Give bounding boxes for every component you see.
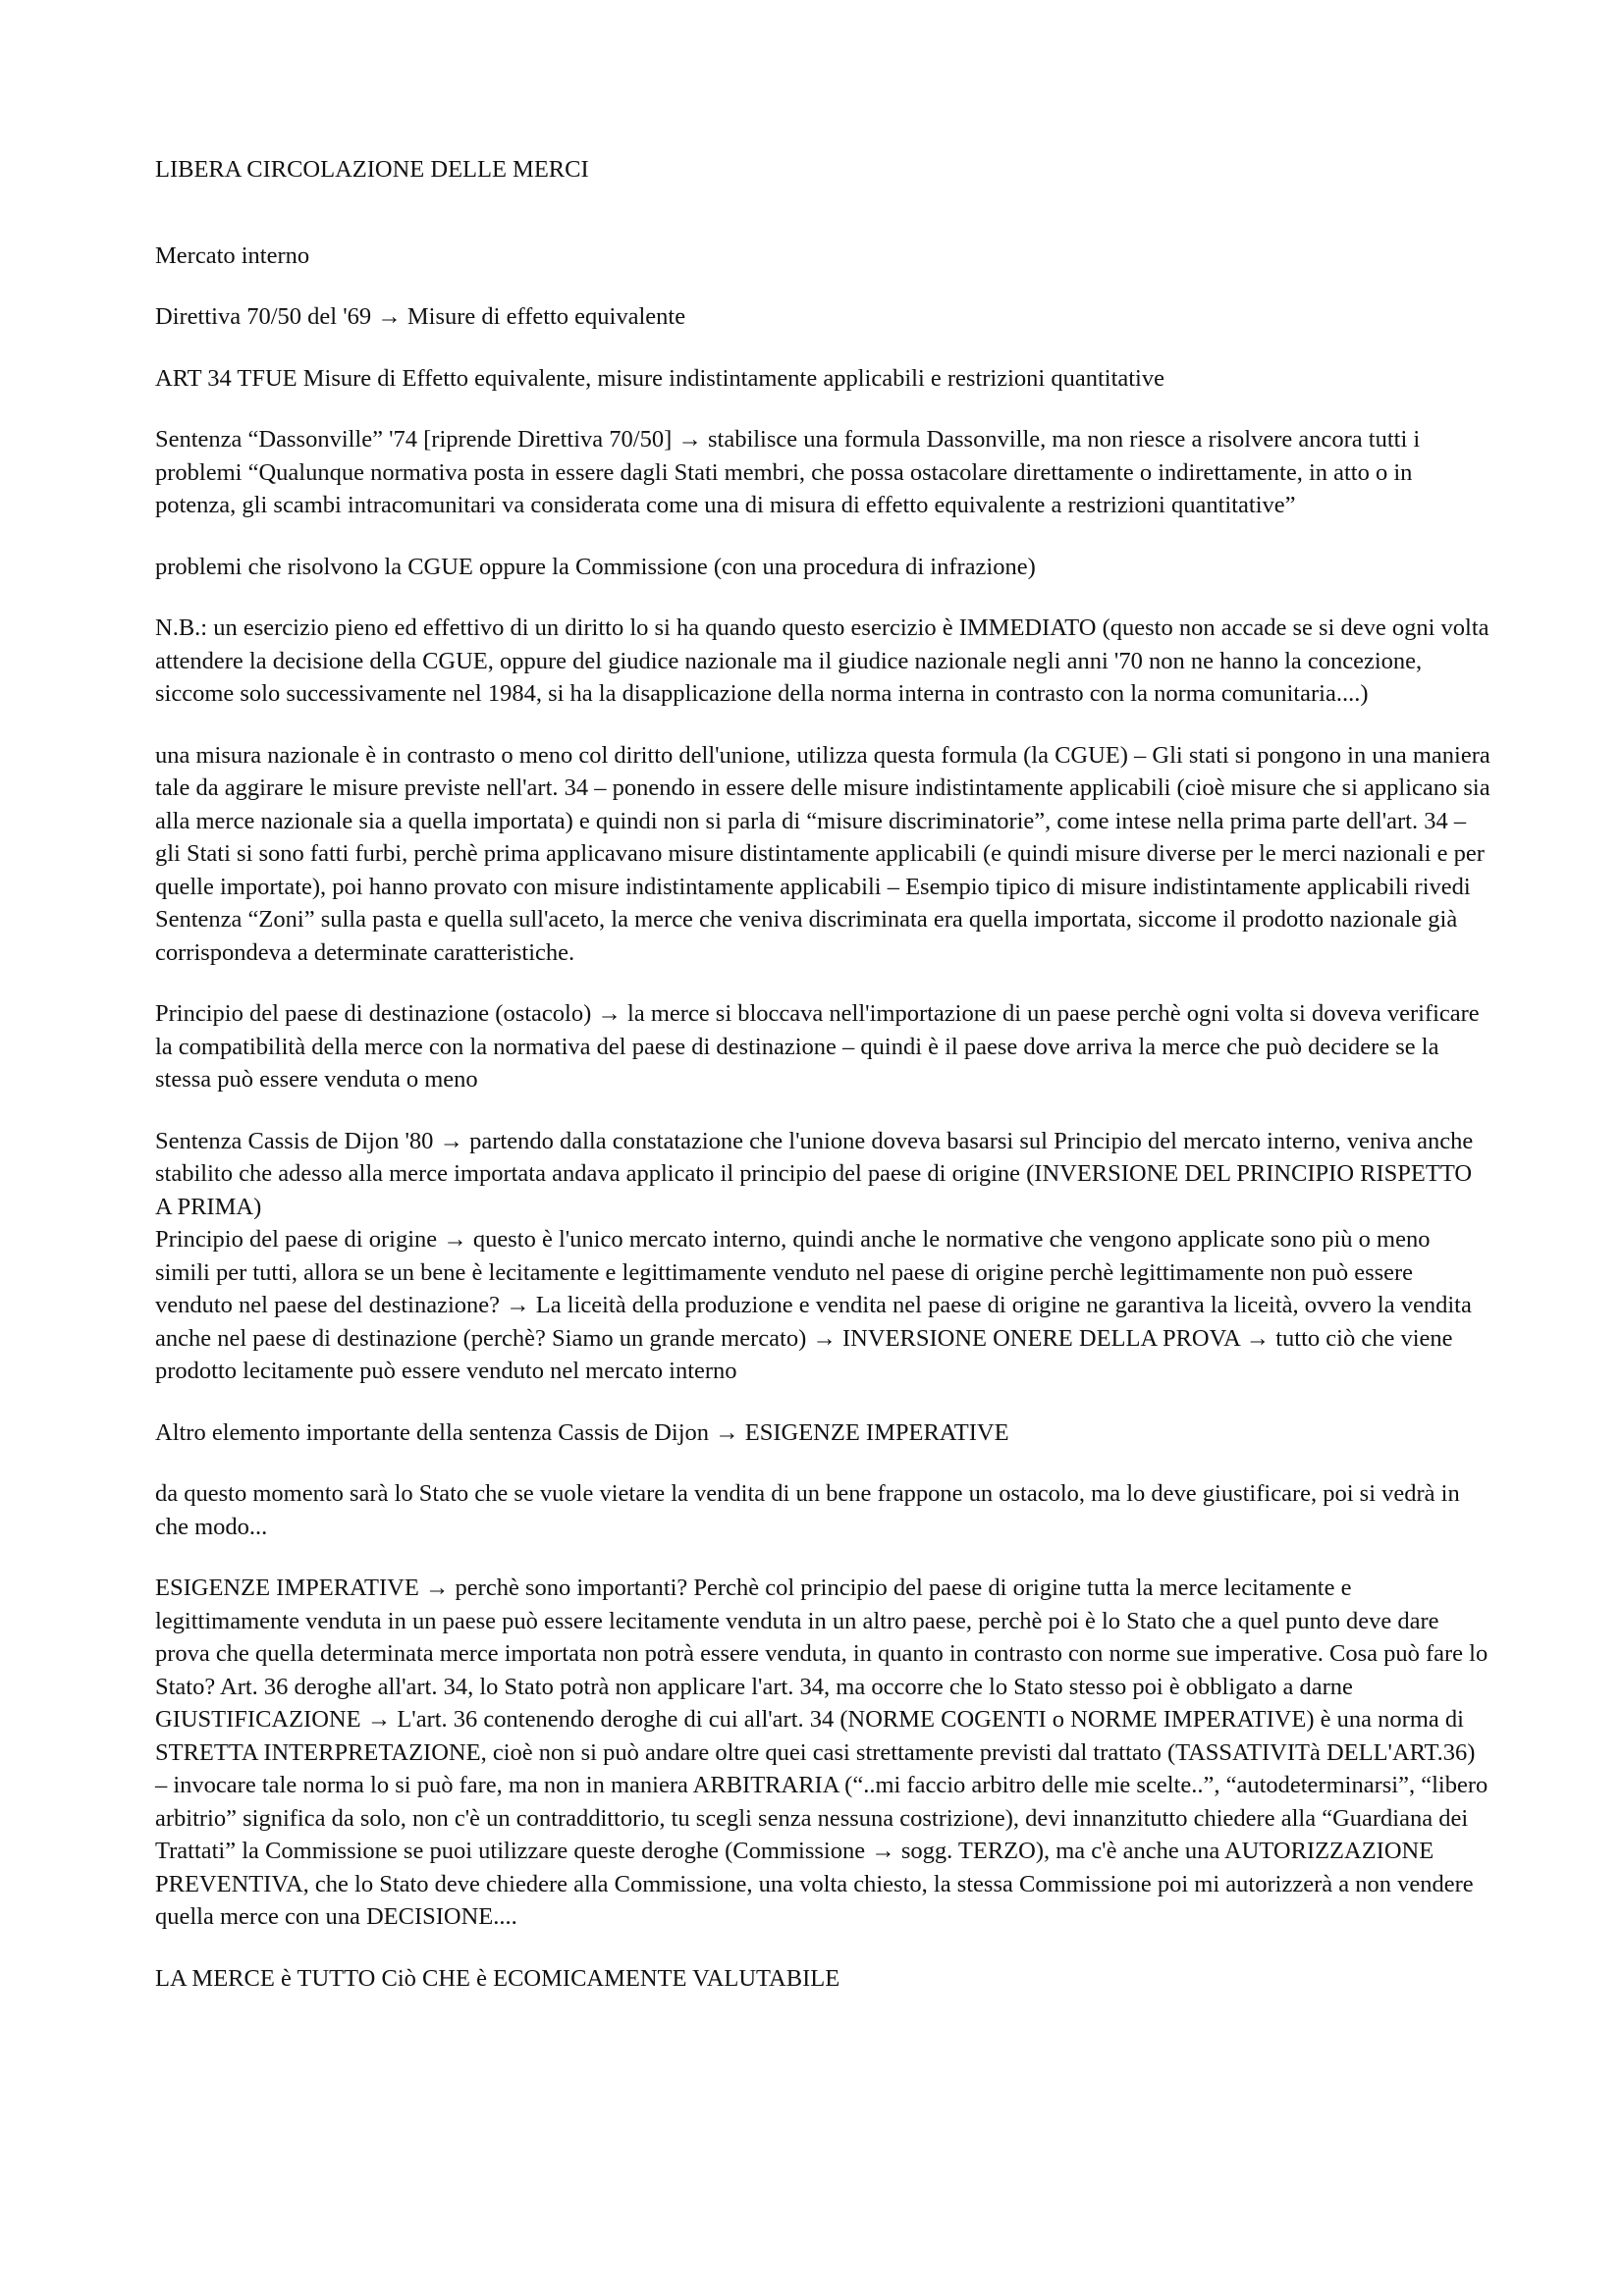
paragraph-paese-origine: Principio del paese di origine → questo è l'unico mercato interno, quindi anche le normative che vengono applicate sono più o meno simili per tutti, allora se un bene è lecitamente e legittimamente venduto nel paese di origine perchè legittimamente non può essere venduto nel paese del destinazione? → La liceità della produzione e vendita nel paese di origine ne garantiva la liceità, ovvero la vendita anche nel paese di destinazione (perchè? Siamo un grande mercato) → INVERSIONE ONERE DELLA PROVA → tutto ciò che viene prodotto lecitamente può essere venduto nel mercato interno bbox=[155, 1226, 1472, 1384]
paragraph-misura-nazionale: una misura nazionale è in contrasto o meno col diritto dell'unione, utilizza questa formula (la CGUE) – Gli stati si pongono in una maniera tale da aggirare le misure previste nell'art. 34 – ponendo in essere delle misure indistintamente applicabili (cioè misure che si applicano sia alla merce nazionale sia a quella importata) e quindi non si parla di “misure discriminatorie”, come intese nella prima parte dell'art. 34 – gli Stati si sono fatti furbi, perchè prima applicavano misure distintamente applicabili (e quindi misure diverse per le merci nazionali e per quelle importate), poi hanno provato con misure indistintamente applicabili – Esempio tipico di misure indistintamente applicabili rivedi Sentenza “Zoni” sulla pasta e quella sull'aceto, la merce che veniva discriminata era quella importata, siccome il prodotto nazionale già corrispondeva a determinate caratteristiche. bbox=[155, 741, 1490, 966]
paragraph-altro-elemento: Altro elemento importante della sentenza Cassis de Dijon → ESIGENZE IMPERATIVE bbox=[155, 1418, 1009, 1446]
paragraph-dassonville: Sentenza “Dassonville” '74 [riprende Direttiva 70/50] → stabilisce una formula Dassonville, ma non riesce a risolvere ancora tutti i problemi “Qualunque normativa posta in essere dagli Stati membri, che possa ostacolare direttamente o indirettamente, in atto o in potenza, gli scambi intracomunitari va considerata come una di misura di effetto equivalente a restrizioni quantitative” bbox=[155, 426, 1421, 518]
paragraph-esigenze-imperative: ESIGENZE IMPERATIVE → perchè sono importanti? Perchè col principio del paese di origine tutta la merce lecitamente e legittimamente venduta in un paese può essere lecitamente venduta in un altro paese, perchè poi è lo Stato che a quel punto deve dare prova che quella determinata merce importata non potrà essere venduta, in quanto in contrasto con norme sue imperative. Cosa può fare lo Stato? Art. 36 deroghe all'art. 34, lo Stato potrà non applicare l'art. 34, ma occorre che lo Stato stesso poi è obbligato a darne GIUSTIFICAZIONE → L'art. 36 contenendo deroghe di cui all'art. 34 (NORME COGENTI o NORME IMPERATIVE) è una norma di STRETTA INTERPRETAZIONE, cioè non si può andare oltre quei casi strettamente previsti dal trattato (TASSATIVITà DELL'ART.36) – invocare tale norma lo si può fare, ma non in maniera ARBITRARIA (“..mi faccio arbitro delle mie scelte..”, “autodeterminarsi”, “libero arbitrio” significa da solo, non c'è un contraddittorio, tu scegli senza nessuna costrizione), devi innanzitutto chiedere alla “Guardiana dei Trattati” la Commissione se puoi utilizzare queste deroghe (Commissione → sogg. TERZO), ma c'è anche una AUTORIZZAZIONE PREVENTIVA, che lo Stato deve chiedere alla Commissione, una volta chiesto, la stessa Commissione poi mi autorizzerà a non vendere quella merce con una DECISIONE.... bbox=[155, 1575, 1488, 1930]
paragraph-direttiva: Direttiva 70/50 del '69 → Misure di effetto equivalente bbox=[155, 303, 686, 330]
paragraph-mercato-interno: Mercato interno bbox=[155, 241, 310, 269]
paragraph-stato-giustifica: da questo momento sarà lo Stato che se vuole vietare la vendita di un bene frappone un ostacolo, ma lo deve giustificare, poi si vedrà in che modo... bbox=[155, 1480, 1460, 1540]
paragraph-cassis-de-dijon: Sentenza Cassis de Dijon '80 → partendo dalla constatazione che l'unione doveva basarsi sul Principio del mercato interno, veniva anche stabilito che adesso alla merce importata andava applicato il principio del paese di origine (INVERSIONE DEL PRINCIPIO RISPETTO A PRIMA) bbox=[155, 1127, 1474, 1220]
paragraph-nb: N.B.: un esercizio pieno ed effettivo di un diritto lo si ha quando questo esercizio è IMMEDIATO (questo non accade se si deve ogni volta attendere la decisione della CGUE, oppure del giudice nazionale ma il giudice nazionale negli anni '70 non ne hanno la concezione, siccome solo successivamente nel 1984, si ha la disapplicazione della norma interna in contrasto con la norma comunitaria....) bbox=[155, 614, 1489, 707]
paragraph-problemi: problemi che risolvono la CGUE oppure la Commissione (con una procedura di infrazione) bbox=[155, 553, 1036, 580]
document-page bbox=[155, 153, 1490, 2023]
paragraph-art34: ART 34 TFUE Misure di Effetto equivalente, misure indistintamente applicabili e restrizioni quantitative bbox=[155, 364, 1164, 392]
paragraph-paese-destinazione: Principio del paese di destinazione (ostacolo) → la merce si bloccava nell'importazione di un paese perchè ogni volta si doveva verificare la compatibilità della merce con la normativa del paese di destinazione – quindi è il paese dove arriva la merce che può decidere se la stessa può essere venduta o meno bbox=[155, 1000, 1480, 1093]
document-title: LIBERA CIRCOLAZIONE DELLE MERCI bbox=[155, 156, 589, 183]
paragraph-merce-valutabile: LA MERCE è TUTTO Ciò CHE è ECOMICAMENTE VALUTABILE bbox=[155, 1964, 840, 1992]
